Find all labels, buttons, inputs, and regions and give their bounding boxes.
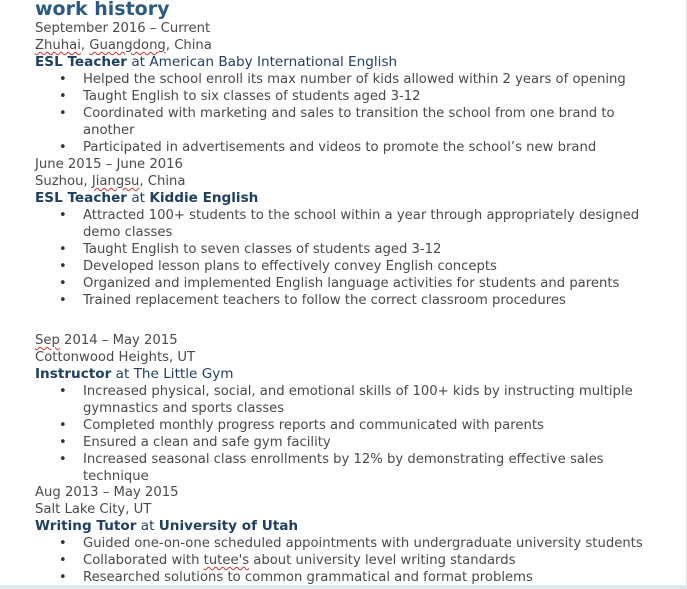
job-role: Writing Tutor: [35, 518, 137, 534]
bullet-icon: •: [59, 140, 67, 155]
job-entry: [35, 20, 687, 156]
job-bullets: [35, 207, 687, 309]
list-item: [35, 241, 648, 258]
bullet-icon: •: [59, 553, 67, 568]
list-item-text: Helped the school enroll its max number of kids allowed within 2 years of opening: [83, 72, 626, 87]
list-item-text: Collaborated with: [83, 553, 204, 568]
list-item: [35, 552, 648, 569]
list-item: [35, 275, 648, 292]
list-item-text: Organized and implemented English language activities for students and parents: [83, 276, 620, 291]
list-item: [35, 292, 648, 309]
list-item: [35, 105, 648, 139]
job-title-sep: at: [136, 518, 159, 534]
list-item-text: Coordinated with marketing and sales to transition the school from one brand to another: [83, 106, 615, 138]
list-item: [35, 417, 648, 434]
job-org: American Baby International English: [149, 54, 398, 70]
list-item-text: Taught English to six classes of students aged 3-12: [83, 89, 421, 104]
list-item-text: Taught English to seven classes of students aged 3-12: [83, 242, 442, 257]
job-bullets: [35, 535, 687, 586]
bullet-icon: •: [59, 259, 67, 274]
list-item-text: Developed lesson plans to effectively convey English concepts: [83, 259, 497, 274]
list-item-text: Ensured a clean and safe gym facility: [83, 435, 331, 450]
job-location: Salt Lake City, UT: [35, 502, 152, 517]
list-item: [35, 88, 648, 105]
bullet-icon: •: [59, 208, 67, 223]
misspelled-word: tutee's: [203, 553, 250, 568]
dates-month: Sep: [35, 333, 60, 348]
list-item: [35, 569, 648, 586]
job-dates: June 2015 – June 2016: [35, 157, 183, 172]
location-sep: ,: [80, 38, 90, 53]
job-dates: September 2016 – Current: [35, 21, 211, 36]
list-item-text: Attracted 100+ students to the school within a year through appropriately designed demo classes: [83, 208, 640, 240]
job-title-sep: at: [127, 54, 150, 70]
list-item: [35, 71, 648, 88]
list-item-text: Completed monthly progress reports and communicated with parents: [83, 418, 544, 433]
job-location: Cottonwood Heights, UT: [35, 350, 196, 365]
bullet-icon: •: [59, 435, 67, 450]
bullet-icon: •: [59, 276, 67, 291]
job-dates: Aug 2013 – May 2015: [35, 485, 179, 500]
location-country: , China: [165, 38, 212, 53]
list-item-text: Guided one-on-one scheduled appointments with undergraduate university students: [83, 536, 643, 551]
location-country: , China: [139, 174, 186, 189]
job-role: Instructor: [35, 366, 112, 382]
job-entry: [35, 332, 687, 485]
bullet-icon: •: [59, 106, 67, 121]
list-item: [35, 139, 648, 156]
job-bullets: [35, 71, 687, 156]
job-dates: [35, 332, 687, 349]
list-item: [35, 451, 648, 485]
bullet-icon: •: [59, 384, 67, 399]
dates-rest: 2014 – May 2015: [59, 333, 178, 348]
list-item-text-rest: about university level writing standards: [249, 553, 516, 568]
job-role: ESL Teacher: [35, 54, 127, 70]
location-city: Suzhou,: [35, 174, 92, 189]
job-org: University of Utah: [158, 518, 299, 534]
job-org: Kiddie English: [149, 190, 259, 206]
job-location: [35, 37, 687, 54]
job-role: ESL Teacher: [35, 190, 127, 206]
bullet-icon: •: [59, 452, 67, 467]
job-entry: [35, 484, 687, 586]
list-item-text: Increased seasonal class enrollments by 12% by demonstrating effective sales technique: [83, 452, 604, 484]
list-item-text: Researched solutions to common grammatical and format problems: [83, 570, 533, 585]
bullet-icon: •: [59, 242, 67, 257]
list-item: [35, 383, 648, 417]
list-item-text: Increased physical, social, and emotional skills of 100+ kids by instructing multiple gymnastics and sports classes: [83, 384, 633, 416]
bullet-icon: •: [59, 418, 67, 433]
list-item-text: Trained replacement teachers to follow the correct classroom procedures: [83, 293, 566, 308]
job-entry: [35, 156, 687, 309]
list-item-text: Participated in advertisements and videos to promote the school’s new brand: [83, 140, 597, 155]
job-location: [35, 173, 687, 190]
job-org: The Little Gym: [133, 366, 234, 382]
job-title: [35, 518, 687, 535]
job-title: [35, 366, 687, 383]
bullet-icon: •: [59, 293, 67, 308]
bullet-icon: •: [59, 536, 67, 551]
list-item: [35, 258, 648, 275]
job-title-sep: at: [111, 366, 134, 382]
page-bottom-edge: [0, 585, 687, 589]
section-title: work history: [35, 0, 170, 20]
location-province: Jiangsu: [91, 174, 140, 189]
bullet-icon: •: [59, 89, 67, 104]
job-title-sep: at: [127, 190, 150, 206]
job-bullets: [35, 383, 687, 485]
bullet-icon: •: [59, 72, 67, 87]
location-province: Guangdong: [89, 38, 166, 53]
list-item: [35, 207, 648, 241]
location-city: Zhuhai: [35, 38, 81, 53]
job-title: [35, 190, 687, 207]
list-item: [35, 434, 648, 451]
job-title: [35, 54, 687, 71]
list-item: [35, 535, 648, 552]
bullet-icon: •: [59, 570, 67, 585]
